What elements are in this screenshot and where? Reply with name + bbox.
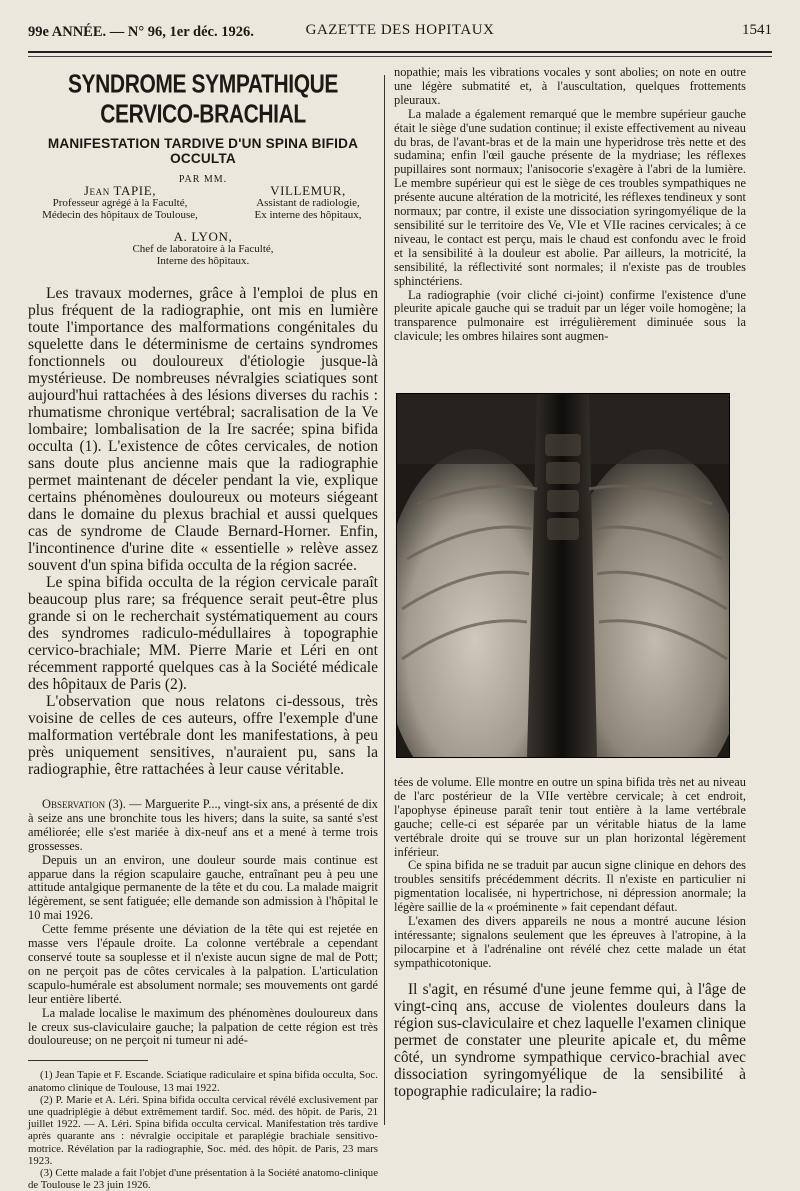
page-number: 1541 — [742, 22, 772, 38]
author-name: VILLEMUR, — [270, 183, 346, 198]
article-title: SYNDROME SYMPATHIQUE CERVICO-BRACHIAL — [67, 70, 339, 129]
author-affiliation: Interne des hôpitaux. — [156, 255, 250, 267]
authors-intro: PAR MM. — [178, 174, 228, 185]
author-name: A. LYON, — [173, 229, 233, 244]
footnotes — [28, 1069, 378, 1191]
header-rule-thick — [28, 51, 772, 53]
paragraph: L'observation que nous relatons ci-dessous, très voisine de celles de ces auteurs, offre l'exemple d'une malformation vertébrale dont les manifestations, à peu près uniquement sensitives, n'auraient pu, sans la radiographie, être rattachées à leur cause véritable. — [28, 693, 378, 778]
introduction — [28, 285, 378, 778]
author-affiliation: Assistant de radiologie, — [256, 197, 360, 209]
observation-text: (3). — Marguerite P..., vingt-six ans, a présenté de dix à seize ans une bronchite tous les hivers; dans la suite, sa santé s'est améliorée; elle s'est mariée à dix-neuf ans et a mené à terme trois grossesses. — [28, 797, 378, 853]
running-header — [28, 22, 772, 44]
author-name: Jean TAPIE, — [83, 183, 157, 198]
observation-paragraph — [28, 798, 378, 854]
paragraph: La malade localise le maximum des phénomènes douloureux dans le creux sus-claviculaire gauche; la palpation de cette région est très douloureuse; on ne perçoit ni tumeur ni adé- — [28, 1005, 378, 1048]
author-affiliation: Professeur agrégé à la Faculté, — [52, 197, 188, 209]
footnote-rule — [28, 1060, 148, 1061]
radiograph-graphic — [397, 394, 729, 757]
observation-label: Observation — [42, 797, 106, 811]
paragraph: La malade a également remarqué que le membre supérieur gauche était le siège d'une sudation continue; il existe effectivement au niveau du bras, de l'avant-bras et de la main une hyperidrose très nette et des sudamina; enfin l'œil gauche présente de la mydriase; les réflexes pupillaires sont normaux; l'anisocorie s'exagère à l'abri de la lumière. Le membre supérieur qui est le siège de ces troubles sympathiques ne présente aucune altération de la motricité, les réflexes tendineux y sont normaux; par contre, il existe une dissociation syringomyélique de la sensibilité sur le territoire des Ve, VIe et VIIe racines cervicales; à ce niveau, le contact est perçu, mais le chaud est confondu avec le froid et la sensibilité à la douleur est abolie. Par ailleurs, la motricité, la sensibilité, la réflectivité sont normales; il n'existe pas de troubles sphinctériens. — [394, 106, 746, 288]
summary-paragraph: Il s'agit, en résumé d'une jeune femme qui, à l'âge de vingt-cinq ans, accuse de violentes douleurs dans la région sus-claviculaire et chez laquelle l'examen clinique permet de constater une pleurite apicale et, du même côté, un syndrome sympathique cervico-brachial avec dissociation syringomyélique de la sensibilité à topographie radiculaire; la radio- — [394, 980, 746, 1100]
radiograph-image — [396, 393, 730, 758]
left-column — [28, 66, 378, 1191]
author-villemur — [234, 185, 382, 221]
paragraph: Les travaux modernes, grâce à l'emploi de plus en plus fréquent de la radiographie, ont mis en lumière toute l'importance des malformations congénitales du squelette dans le déterminisme de certains syndromes fonctionnels ou douloureux d'étiologie jusque-là mystérieuse. De nombreuses névralgies sciatiques sont aujourd'hui rattachées à des lésions diverses du rachis : rhumatisme chronique vertébral; sacralisation de la Ve lombaire; lombalisation de la Ire sacrée; spina bifida occulta (1). L'existence de côtes cervicales, de notion sans doute plus ancienne mais que la radiographie permet maintenant de déceler pendant la vie, explique certains phénomènes douloureux ou moteurs siégeant dans le domaine du plexus brachial et aussi quelques cas de syndrome de Claude Bernard-Horner. Enfin, l'incontinence d'urine dite « essentielle » relève assez souvent d'un spina bifida occulta de la région sacrée. — [28, 285, 378, 574]
paragraph: tées de volume. Elle montre en outre un spina bifida très net au niveau de l'arc postérieur de la VIIe vertèbre cervicale; à cet endroit, l'apophyse épineuse paraît tenir tout entière à la lame vertébrale gauche; celle-ci est séparée par un véritable hiatus de la lame vertébrale droite qui se trouve sur un plan horizontal légèrement inférieur. — [394, 775, 746, 859]
author-affiliation: Médecin des hôpitaux de Toulouse, — [42, 209, 198, 221]
footnote: (3) Cette malade a fait l'objet d'une présentation à la Société anatomo-clinique de Toulouse le 23 juin 1926. — [28, 1166, 378, 1191]
author-affiliation: Chef de laboratoire à la Faculté, — [132, 243, 274, 255]
paragraph: Le spina bifida occulta de la région cervicale paraît beaucoup plus rare; sa fréquence serait peut-être plus grande si on le recherchait systématiquement au cours des syndromes radiculo-médullaires à topographie cervico-brachiale; MM. Pierre Marie et Léri en ont récemment rapporté quelques cas à la Société médicale des hôpitaux de Paris (2). — [28, 574, 378, 693]
paragraph: Depuis un an environ, une douleur sourde mais continue est apparue dans la région scapulaire gauche, entraînant peu à peu une attitude antalgique permanente de la tête et du cou. La malade maigrit légèrement, se sent fatiguée; elle demande son admission à l'hôpital le 10 mai 1926. — [28, 852, 378, 923]
column-divider — [384, 75, 385, 1125]
paragraph: Ce spina bifida ne se traduit par aucun signe clinique en dehors des troubles sensitifs précédemment décrits. Il n'existe en particulier ni pigmentation localisée, ni hypertrichose, ni dépression anormale; la légère saillie de la « proéminente » fait cependant défaut. — [394, 858, 746, 915]
header-rule-thin — [28, 56, 772, 57]
author-tapie — [30, 185, 210, 221]
author-lyon — [28, 231, 378, 267]
right-column-bottom — [394, 776, 746, 1100]
author-affiliation: Ex interne des hôpitaux, — [254, 209, 362, 221]
paragraph: Cette femme présente une déviation de la tête qui est rejetée en masse vers l'épaule droite. La colonne vertébrale a cependant conservé toute sa souplesse et il n'existe aucun signe de mal de Pott; on ne perçoit pas de côtes cervicales à la palpation. L'articulation scapulo-humérale est absolument normale; ses mouvements ont gardé leur entière liberté. — [28, 922, 378, 1006]
paragraph: nopathie; mais les vibrations vocales y sont abolies; on note en outre une légère submatité et, à l'auscultation, quelques frottements pleuraux. — [394, 65, 746, 107]
footnote: (1) Jean Tapie et F. Escande. Sciatique radiculaire et spina bifida occulta, Soc. anatomo clinique de Toulouse, 13 mai 1922. — [28, 1069, 378, 1094]
article-subtitle: MANIFESTATION TARDIVE D'UN SPINA BIFIDA OCCULTA — [47, 136, 359, 166]
paragraph: La radiographie (voir cliché ci-joint) confirme l'existence d'une pleurite apicale gauche qui se traduit par un léger voile homogène; la transparence pulmonaire est irrégulièrement diminuée sous la clavicule; les ombres hilaires sont augmen- — [394, 287, 746, 344]
observation-section — [28, 798, 378, 1048]
right-column-top — [394, 66, 746, 344]
summary-block — [394, 981, 746, 1100]
authors-block — [28, 185, 378, 231]
paragraph: L'examen des divers appareils ne nous a montré aucune lésion intéressante; signalons seulement que les épreuves à l'atropine, à la pilocarpine et à l'adrénaline ont révélé chez cette malade un état sympathicotonique. — [394, 914, 746, 970]
footnote: (2) P. Marie et A. Léri. Spina bifida occulta cervical révélé exclusivement par une quadriplégie à début extrêmement tardif. Soc. méd. des hôpit. de Paris, 21 juillet 1922. — A. Léri. Spina bifida occulta cervical. Manifestation très tardive après quarante ans : névralgie occipitale et paraplégie brachiale sensitivo-motrice. Révélation par la radiographie, Soc. méd. des hôpit. de Paris, 23 mars 1923. — [28, 1093, 378, 1167]
journal-title: GAZETTE DES HOPITAUX — [305, 22, 495, 38]
issue-line: 99e ANNÉE. — N° 96, 1er déc. 1926. — [28, 24, 254, 40]
